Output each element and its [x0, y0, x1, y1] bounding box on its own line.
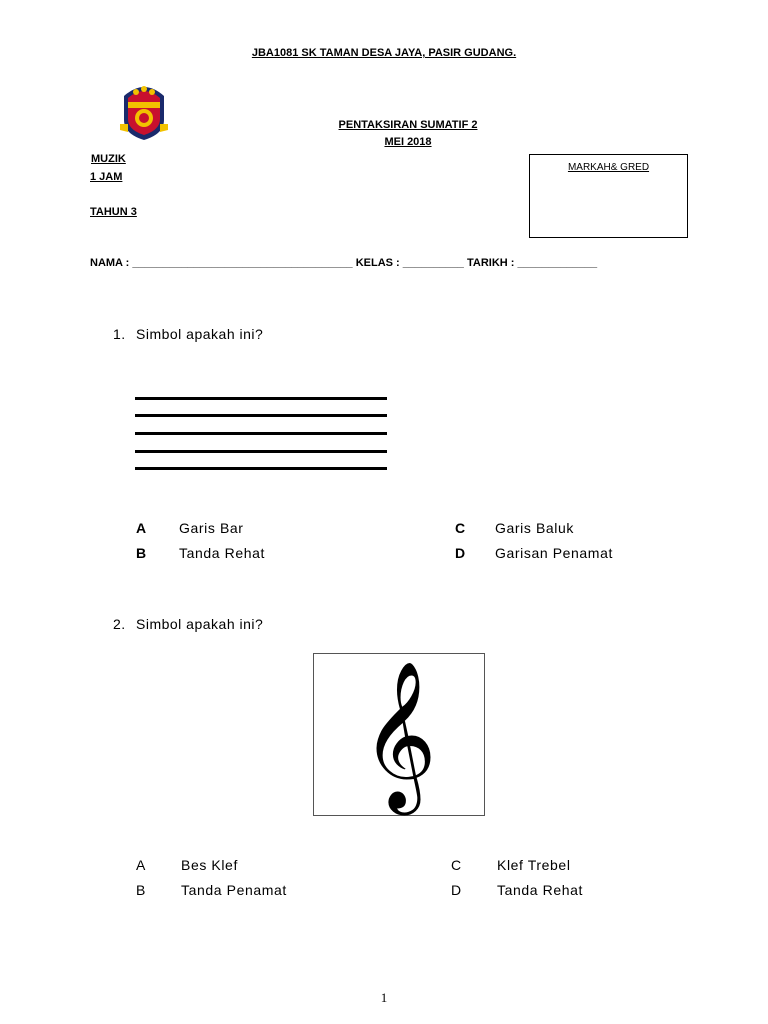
- mark-grade-box: [529, 154, 688, 238]
- duration: 1 JAM: [90, 171, 123, 183]
- exam-title: PENTAKSIRAN SUMATIF 2: [338, 119, 478, 131]
- treble-clef-image: [313, 653, 485, 816]
- exam-date: MEI 2018: [384, 136, 432, 148]
- question-2-number: 2.: [113, 616, 126, 632]
- kelas-label: KELAS :: [355, 257, 400, 269]
- page-number: 1: [380, 990, 388, 1005]
- staff-line: [135, 467, 387, 470]
- q1-option-a-letter: A: [136, 520, 147, 536]
- q1-option-d-text[interactable]: Garisan Penamat: [495, 545, 613, 561]
- q2-option-c-text[interactable]: Klef Trebel: [497, 857, 571, 873]
- school-crest-logo: [118, 80, 170, 142]
- nama-label: NAMA :: [90, 257, 130, 269]
- staff-line: [135, 450, 387, 453]
- tarikh-field[interactable]: _____________: [517, 257, 598, 269]
- staff-line: [135, 414, 387, 417]
- q2-option-b-text[interactable]: Tanda Penamat: [181, 882, 287, 898]
- tarikh-label: TARIKH :: [467, 257, 515, 269]
- question-1-text: Simbol apakah ini?: [136, 326, 264, 342]
- q1-option-b-text[interactable]: Tanda Rehat: [179, 545, 265, 561]
- school-name: JBA1081 SK TAMAN DESA JAYA, PASIR GUDANG.: [251, 47, 517, 59]
- q2-option-a-letter: A: [136, 857, 146, 873]
- q1-option-b-letter: B: [136, 545, 147, 561]
- q1-option-d-letter: D: [455, 545, 466, 561]
- q2-option-a-text[interactable]: Bes Klef: [181, 857, 238, 873]
- q1-option-a-text[interactable]: Garis Bar: [179, 520, 244, 536]
- question-1-number: 1.: [113, 326, 126, 342]
- q1-option-c-letter: C: [455, 520, 466, 536]
- q2-option-d-letter: D: [451, 882, 462, 898]
- year-level: TAHUN 3: [90, 206, 137, 218]
- treble-clef-icon: 𝄞: [361, 660, 437, 809]
- staff-line: [135, 397, 387, 400]
- kelas-field[interactable]: __________: [402, 257, 464, 269]
- q2-option-c-letter: C: [451, 857, 462, 873]
- question-2-text: Simbol apakah ini?: [136, 616, 264, 632]
- staff-line: [135, 432, 387, 435]
- q2-option-d-text[interactable]: Tanda Rehat: [497, 882, 583, 898]
- q2-option-b-letter: B: [136, 882, 146, 898]
- nama-field[interactable]: ____________________________________: [132, 257, 353, 269]
- q1-option-c-text[interactable]: Garis Baluk: [495, 520, 574, 536]
- student-info-line: [90, 257, 597, 269]
- mark-grade-label: MARKAH& GRED: [567, 162, 650, 173]
- subject: MUZIK: [91, 153, 126, 165]
